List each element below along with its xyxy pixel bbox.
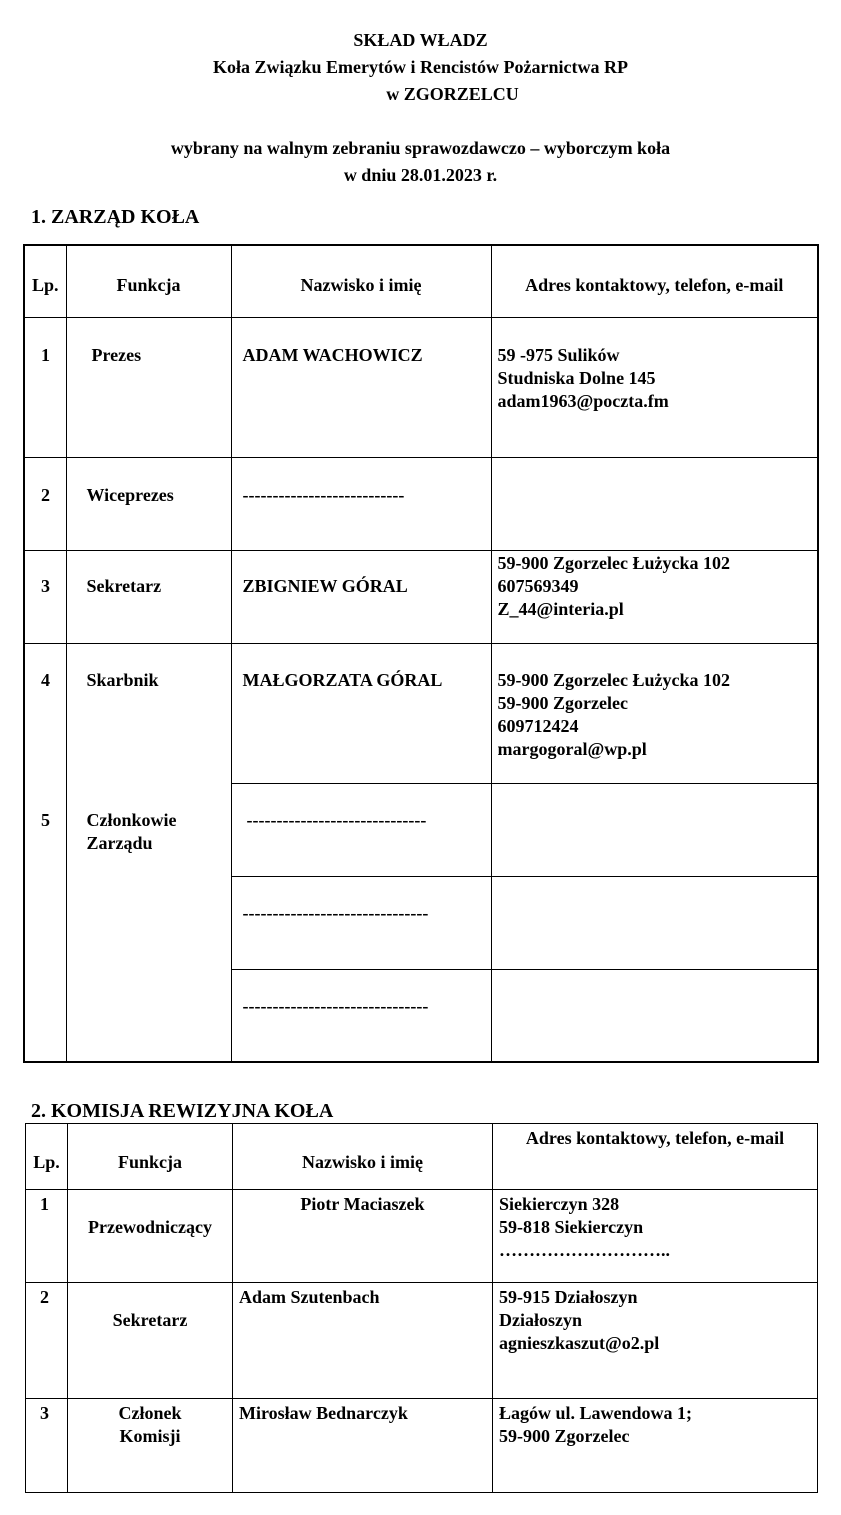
row-contact: 59-900 Zgorzelec Łużycka 102 607569349 Z_44@interia.pl: [491, 550, 818, 643]
row-lp: 1: [26, 1190, 68, 1283]
row-funkcja: Członek Komisji: [68, 1399, 233, 1493]
table-row: [24, 317, 818, 457]
member-contact: [491, 876, 818, 969]
member-name: ------------------------------: [231, 783, 491, 876]
row-funkcja: Wiceprezes: [66, 457, 231, 550]
row-contact: 59-915 Działoszyn Działoszyn agnieszkaszut@o2.pl: [493, 1283, 818, 1399]
election-date: w dniu 28.01.2023 r.: [343, 165, 498, 185]
row-lp: [24, 643, 66, 1062]
table-header-row: [24, 245, 818, 317]
row-funkcja: Sekretarz: [68, 1283, 233, 1399]
row-contact: Siekierczyn 328 59-818 Siekierczyn ………………………..: [493, 1190, 818, 1283]
komisja-table: [25, 1123, 818, 1493]
row-lp-4: 4: [41, 669, 50, 690]
row-name: Adam Szutenbach: [233, 1283, 493, 1399]
table-row: [24, 457, 818, 550]
table-row: [26, 1283, 818, 1399]
section-title-zarzad: 1. ZARZĄD KOŁA: [31, 206, 200, 228]
document-title: SKŁAD WŁADZ: [353, 30, 488, 50]
row-contact: [491, 457, 818, 550]
row-funkcja-czlonkowie: Członkowie Zarządu: [86, 809, 177, 853]
row-name: Mirosław Bednarczyk: [233, 1399, 493, 1493]
header-adres: Adres kontaktowy, telefon, e-mail: [493, 1124, 818, 1190]
section-title-komisja: 2. KOMISJA REWIZYJNA KOŁA: [31, 1100, 334, 1122]
table-row: [24, 550, 818, 643]
header-nazwisko: Nazwisko i imię: [233, 1124, 493, 1190]
row-lp: 3: [26, 1399, 68, 1493]
row-lp: 3: [24, 550, 66, 643]
row-funkcja: Prezes: [66, 317, 231, 457]
header-nazwisko: Nazwisko i imię: [231, 245, 491, 317]
header-adres: Adres kontaktowy, telefon, e-mail: [491, 245, 818, 317]
table-row: [26, 1190, 818, 1283]
header-funkcja: Funkcja: [68, 1124, 233, 1190]
member-name: -------------------------------: [231, 876, 491, 969]
table-header-row: [26, 1124, 818, 1190]
election-note: wybrany na walnym zebraniu sprawozdawczo – wyborczym koła: [170, 138, 671, 158]
member-contact: [491, 783, 818, 876]
row-name: ADAM WACHOWICZ: [231, 317, 491, 457]
member-contact: [491, 969, 818, 1062]
header-lp: Lp.: [24, 245, 66, 317]
row-lp: 2: [26, 1283, 68, 1399]
row-funkcja: Przewodniczący: [68, 1190, 233, 1283]
row-name: ---------------------------: [231, 457, 491, 550]
row-name: Piotr Maciaszek: [233, 1190, 493, 1283]
table-row: [24, 643, 818, 783]
header-funkcja: Funkcja: [66, 245, 231, 317]
member-name: -------------------------------: [231, 969, 491, 1062]
row-name: MAŁGORZATA GÓRAL: [231, 643, 491, 783]
organization-name: Koła Związku Emerytów i Rencistów Pożarnictwa RP: [213, 57, 628, 77]
row-funkcja: Sekretarz: [66, 550, 231, 643]
table-row: [26, 1399, 818, 1493]
zarzad-table: [23, 244, 819, 1063]
row-funkcja: [66, 643, 231, 1062]
organization-city: w ZGORZELCU: [386, 84, 519, 104]
row-lp: 2: [24, 457, 66, 550]
header-lp: Lp.: [26, 1124, 68, 1190]
row-funkcja-skarbnik: Skarbnik: [86, 669, 159, 690]
row-lp: 1: [24, 317, 66, 457]
row-contact: Łagów ul. Lawendowa 1; 59-900 Zgorzelec: [493, 1399, 818, 1493]
row-contact: 59-900 Zgorzelec Łużycka 102 59-900 Zgorzelec 609712424 margogoral@wp.pl: [491, 643, 818, 783]
row-lp-5: 5: [41, 809, 50, 830]
row-name: ZBIGNIEW GÓRAL: [231, 550, 491, 643]
row-contact: 59 -975 Sulików Studniska Dolne 145 adam1963@poczta.fm: [491, 317, 818, 457]
